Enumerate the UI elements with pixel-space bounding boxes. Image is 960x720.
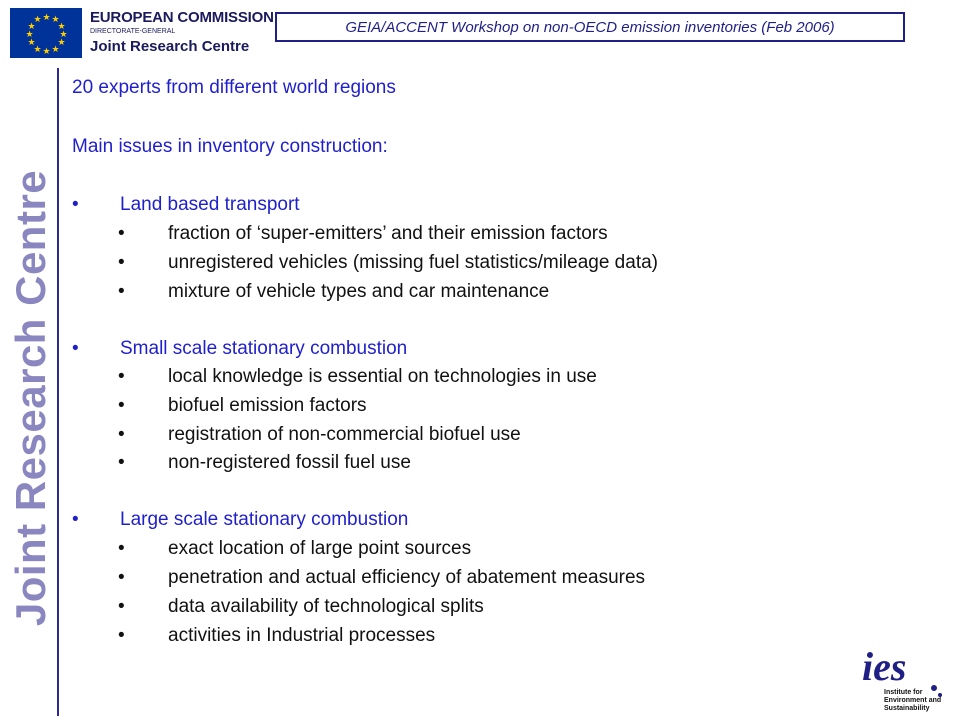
- item-bullet: •: [118, 596, 125, 617]
- item-bullet: •: [118, 424, 125, 445]
- item-bullet: •: [118, 625, 125, 646]
- issues-heading: Main issues in inventory construction:: [72, 136, 388, 157]
- section-title: Land based transport: [120, 194, 300, 215]
- list-item: penetration and actual efficiency of abatement measures: [168, 567, 646, 588]
- ies-caption-line-2: Environment and: [884, 697, 942, 704]
- item-bullet: •: [118, 366, 125, 387]
- item-bullet: •: [118, 567, 125, 588]
- ies-logo-mark: ies: [862, 644, 907, 689]
- list-item: data availability of technological splits: [168, 596, 484, 617]
- section-title: Large scale stationary combustion: [120, 509, 409, 530]
- list-item: fraction of ‘super-emitters’ and their emission factors: [168, 223, 608, 244]
- item-bullet: •: [118, 452, 125, 473]
- ies-caption-line-1: Institute for: [884, 689, 923, 696]
- list-item: non-registered fossil fuel use: [168, 452, 411, 473]
- org-title: EUROPEAN COMMISSION: [90, 9, 274, 26]
- eu-flag-icon: ★ ★ ★ ★ ★ ★ ★ ★ ★ ★ ★ ★: [10, 8, 82, 58]
- item-bullet: •: [118, 281, 125, 302]
- sidebar-brand-text: Joint Research Centre: [7, 169, 54, 626]
- ies-logo-mark-icon: [860, 640, 950, 715]
- intro-text: 20 experts from different world regions: [72, 77, 396, 98]
- section-bullet: •: [72, 338, 79, 359]
- section-bullet: •: [72, 194, 79, 215]
- list-item: mixture of vehicle types and car maintenance: [168, 281, 550, 302]
- ies-logo: [860, 640, 950, 715]
- item-bullet: •: [118, 252, 125, 273]
- sidebar-brand: [7, 169, 54, 626]
- item-bullet: •: [118, 223, 125, 244]
- list-item: registration of non-commercial biofuel use: [168, 424, 521, 445]
- list-item: exact location of large point sources: [168, 538, 472, 559]
- list-item: biofuel emission factors: [168, 395, 367, 416]
- item-bullet: •: [118, 538, 125, 559]
- section-bullet: •: [72, 509, 79, 530]
- list-item: unregistered vehicles (missing fuel statistics/mileage data): [168, 252, 658, 273]
- header-banner: [275, 12, 905, 42]
- org-centre: Joint Research Centre: [90, 38, 250, 55]
- list-item: local knowledge is essential on technologies in use: [168, 366, 597, 387]
- item-bullet: •: [118, 395, 125, 416]
- ec-jrc-logo: [10, 8, 272, 66]
- list-item: activities in Industrial processes: [168, 625, 436, 646]
- section-title: Small scale stationary combustion: [120, 338, 408, 359]
- page-title: GEIA/ACCENT Workshop on non-OECD emission inventories (Feb 2006): [345, 18, 835, 36]
- sidebar-divider: [57, 68, 59, 716]
- ies-caption-line-3: Sustainability: [884, 705, 930, 712]
- org-subtitle: DIRECTORATE-GENERAL: [90, 28, 176, 35]
